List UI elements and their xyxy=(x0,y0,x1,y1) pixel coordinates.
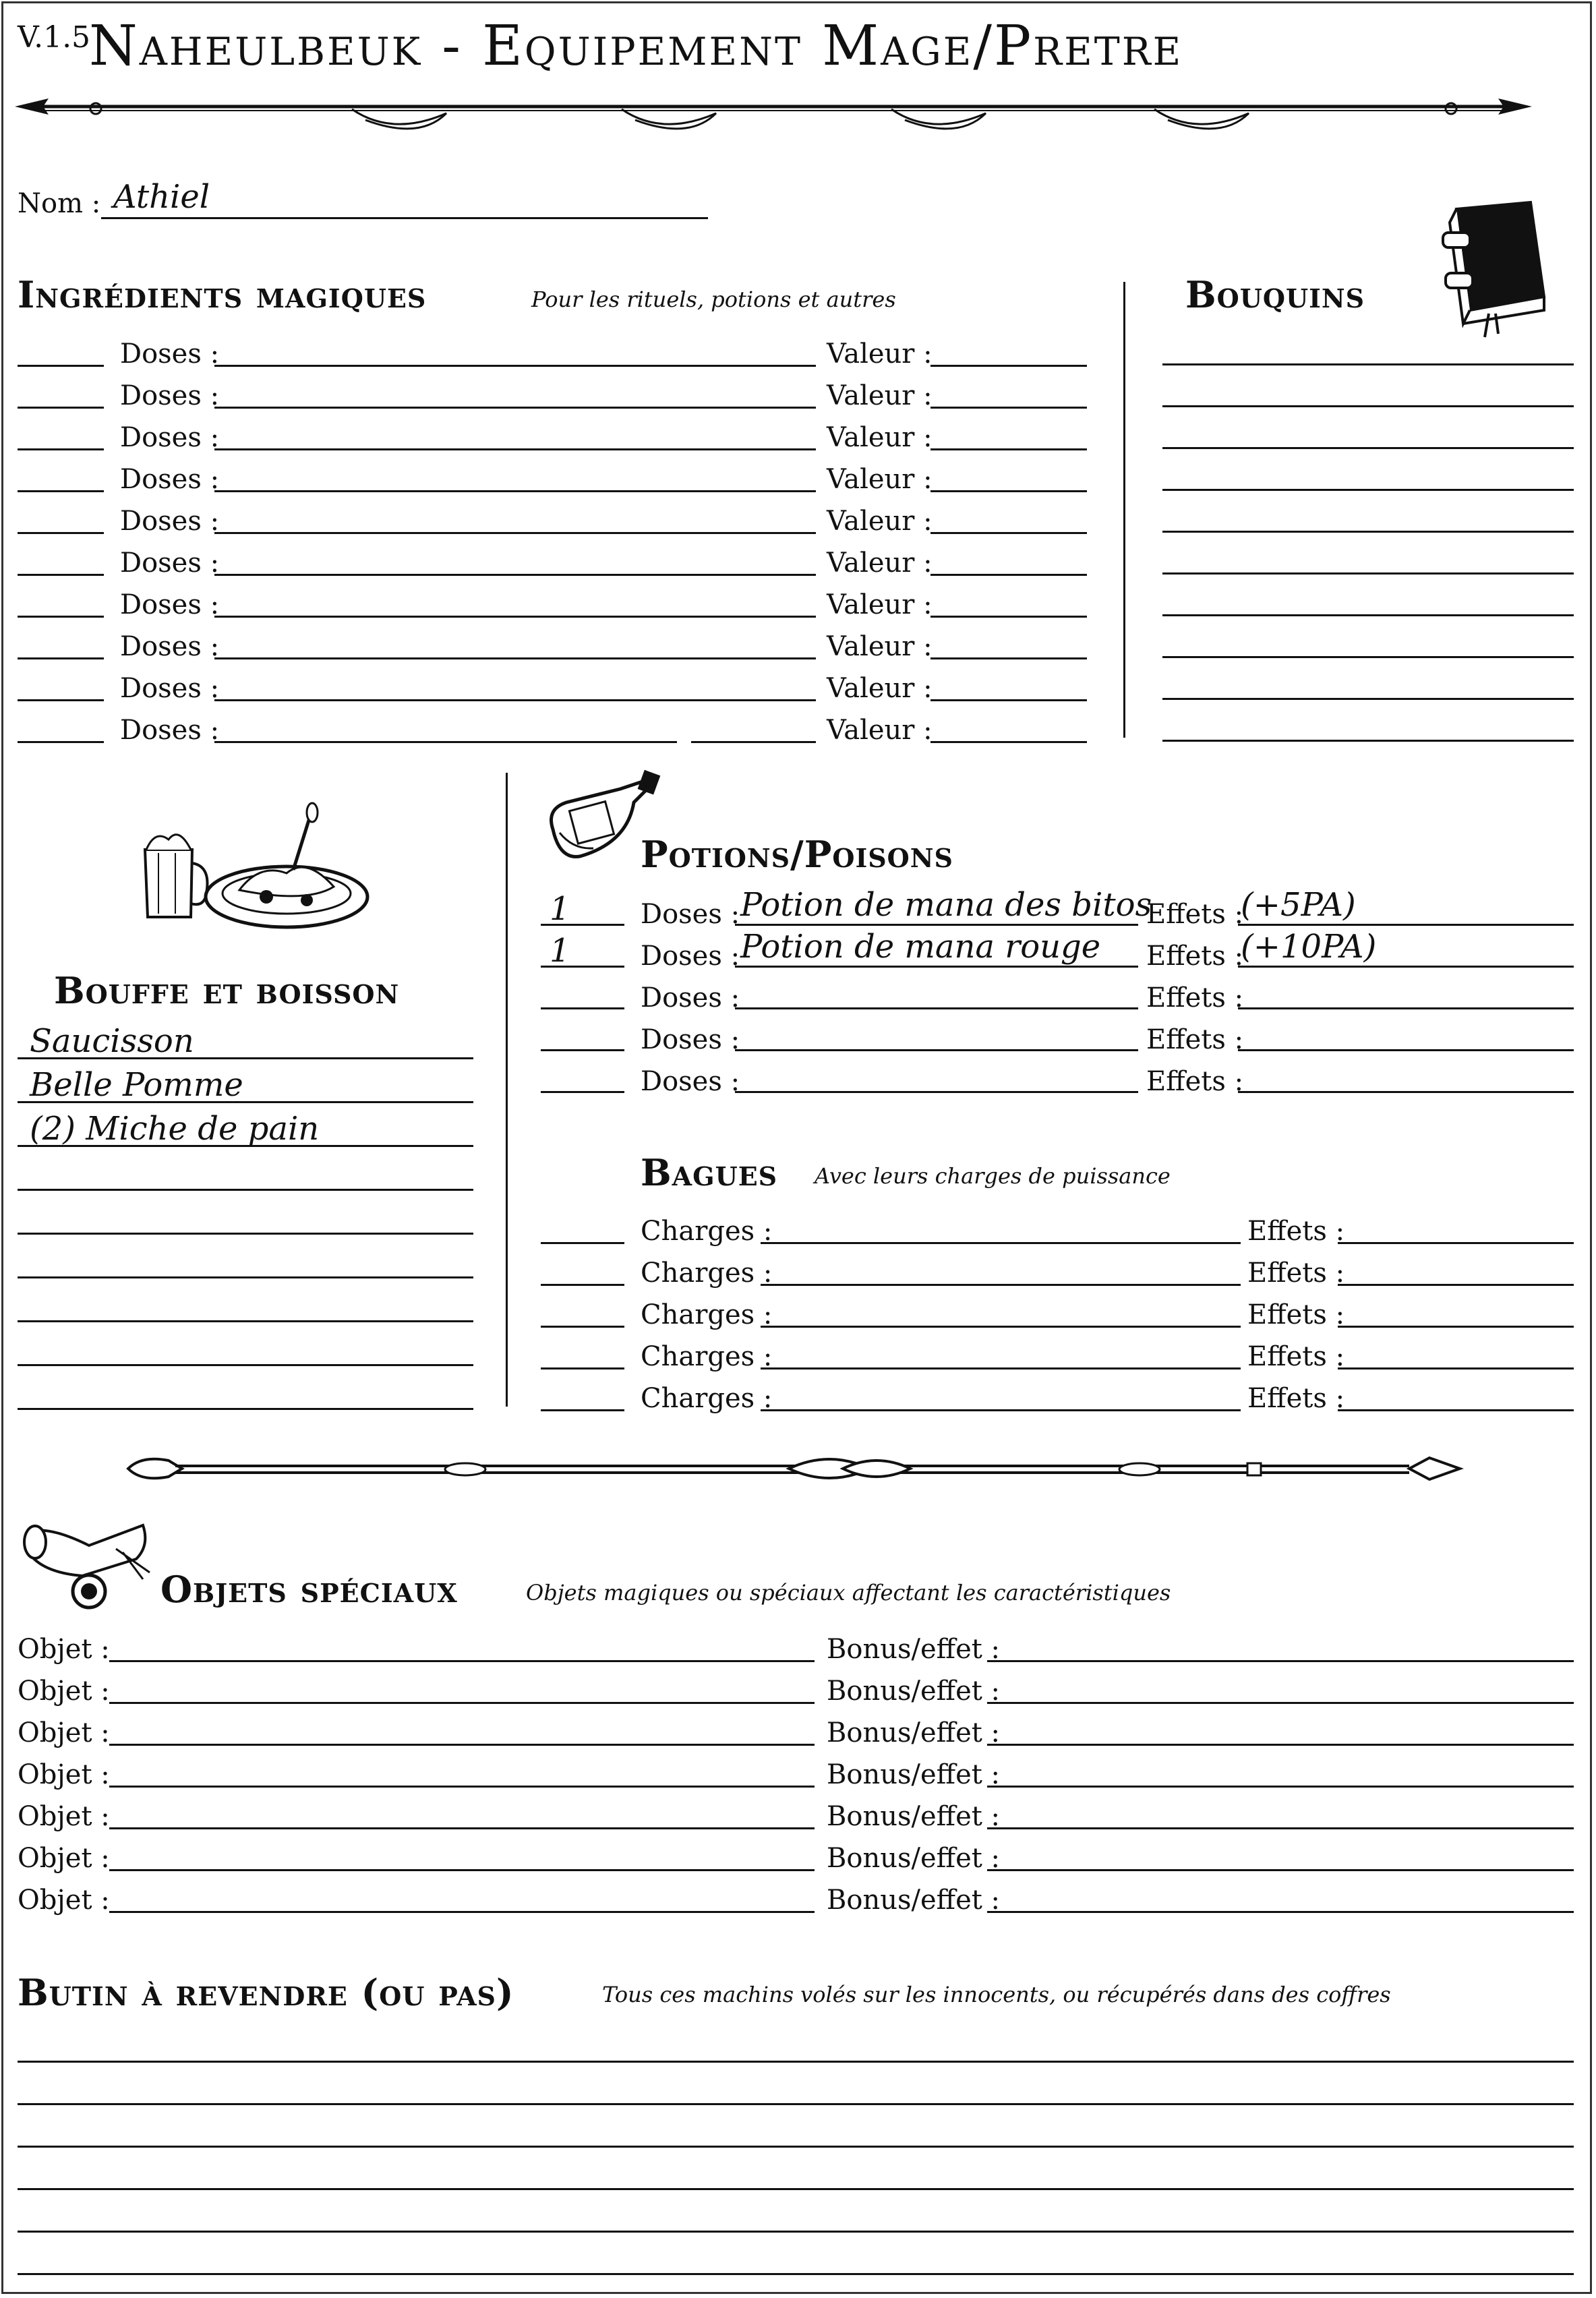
food-line[interactable] xyxy=(18,1145,473,1147)
ingredient-value-line[interactable] xyxy=(930,532,1087,534)
food-item[interactable]: (2) Miche de pain xyxy=(30,1110,320,1148)
special-subtitle: Objets magiques ou spéciaux affectant les caractéristiques xyxy=(526,1580,1171,1605)
version-label: V.1.5 xyxy=(18,20,91,55)
object-line[interactable] xyxy=(109,1660,815,1662)
bonus-label: Bonus/effet : xyxy=(827,1885,1001,1916)
book-line[interactable] xyxy=(1162,698,1574,700)
bonus-label: Bonus/effet : xyxy=(827,1634,1001,1665)
object-label: Objet : xyxy=(18,1843,110,1874)
ingredient-doses-label: Doses : xyxy=(120,422,220,453)
potion-qty-line[interactable] xyxy=(541,966,624,968)
potion-effects-label: Effets : xyxy=(1146,982,1244,1013)
potion-name-line[interactable] xyxy=(735,1091,1138,1093)
ingredient-value-line[interactable] xyxy=(930,657,1087,659)
ingredient-name-line[interactable] xyxy=(214,490,816,492)
object-line[interactable] xyxy=(109,1827,815,1829)
potion-effects-label: Effets : xyxy=(1146,941,1244,972)
ring-effect-line[interactable] xyxy=(1338,1326,1574,1328)
ingredient-doses-label: Doses : xyxy=(120,548,220,579)
ingredient-qty-line[interactable] xyxy=(18,741,104,743)
ring-effects-label: Effets : xyxy=(1247,1383,1345,1414)
ingredient-value-label: Valeur : xyxy=(827,464,933,495)
ingredients-title: Ingrédients magiques xyxy=(18,273,427,316)
ingredient-value-line[interactable] xyxy=(930,448,1087,450)
ingredient-value-line[interactable] xyxy=(930,365,1087,367)
book-line[interactable] xyxy=(1162,489,1574,491)
loot-line[interactable] xyxy=(18,2061,1574,2063)
ingredient-value-label: Valeur : xyxy=(827,338,933,370)
ingredient-doses-label: Doses : xyxy=(120,673,220,704)
books-title: Bouquins xyxy=(1185,273,1365,316)
ingredient-value-line[interactable] xyxy=(930,616,1087,618)
ingredient-name-line[interactable] xyxy=(214,616,816,618)
ring-effects-label: Effets : xyxy=(1247,1258,1345,1289)
potion-doses-label: Doses : xyxy=(641,982,740,1013)
potion-name[interactable]: Potion de mana des bitos xyxy=(740,886,1152,924)
ring-qty-line[interactable] xyxy=(541,1326,624,1328)
ingredient-name-line[interactable] xyxy=(214,407,816,409)
ring-effects-label: Effets : xyxy=(1247,1216,1345,1247)
potion-qty-line[interactable] xyxy=(541,924,624,926)
ingredient-value-label: Valeur : xyxy=(827,673,933,704)
ingredient-qty-line[interactable] xyxy=(18,574,104,576)
ring-effects-label: Effets : xyxy=(1247,1341,1345,1372)
loot-line[interactable] xyxy=(18,2146,1574,2148)
potion-effects-label: Effets : xyxy=(1146,1024,1244,1055)
loot-line[interactable] xyxy=(18,2188,1574,2190)
potions-title: Potions/Poisons xyxy=(641,833,953,876)
bonus-line[interactable] xyxy=(987,1660,1574,1662)
ingredient-qty-line[interactable] xyxy=(18,657,104,659)
ingredient-value-label: Valeur : xyxy=(827,631,933,662)
loot-title: Butin à revendre (ou pas) xyxy=(18,1971,514,2014)
ring-effect-line[interactable] xyxy=(1338,1242,1574,1244)
ingredient-name-line[interactable] xyxy=(214,532,816,534)
name-line xyxy=(101,217,708,219)
name-label: Nom : xyxy=(18,188,101,219)
ring-charges-line[interactable] xyxy=(761,1326,1241,1328)
ingredient-value-label: Valeur : xyxy=(827,715,933,746)
object-label: Objet : xyxy=(18,1801,110,1832)
potion-name-line[interactable] xyxy=(735,1049,1138,1051)
ingredient-qty-line[interactable] xyxy=(18,407,104,409)
potion-qty-line[interactable] xyxy=(541,1091,624,1093)
object-label: Objet : xyxy=(18,1717,110,1748)
ingredient-qty-line[interactable] xyxy=(18,490,104,492)
bonus-line[interactable] xyxy=(987,1702,1574,1704)
ring-charges-line[interactable] xyxy=(761,1409,1241,1411)
ingredient-doses-label: Doses : xyxy=(120,715,220,746)
scroll-ring-icon xyxy=(15,1512,163,1613)
potion-doses-label: Doses : xyxy=(641,1066,740,1097)
ingredient-value-label: Valeur : xyxy=(827,548,933,579)
loot-line[interactable] xyxy=(18,2103,1574,2105)
food-line[interactable] xyxy=(18,1189,473,1191)
book-icon xyxy=(1436,196,1551,337)
ingredient-doses-label: Doses : xyxy=(120,631,220,662)
page-border xyxy=(1,1,1592,2294)
loot-line[interactable] xyxy=(18,2273,1574,2275)
food-potions-divider xyxy=(506,773,508,1407)
ingredient-name-line[interactable] xyxy=(214,699,816,701)
potion-qty-line[interactable] xyxy=(541,1007,624,1009)
spear-divider-icon xyxy=(15,86,1532,140)
food-item[interactable]: Belle Pomme xyxy=(30,1066,243,1104)
potion-effect-line[interactable] xyxy=(1238,966,1574,968)
ring-charges-label: Charges : xyxy=(641,1299,773,1330)
food-line[interactable] xyxy=(18,1364,473,1366)
ring-qty-line[interactable] xyxy=(541,1284,624,1286)
potion-name-line[interactable] xyxy=(735,966,1138,968)
book-line[interactable] xyxy=(1162,531,1574,533)
bonus-label: Bonus/effet : xyxy=(827,1801,1001,1832)
ring-effect-line[interactable] xyxy=(1338,1409,1574,1411)
book-line[interactable] xyxy=(1162,656,1574,658)
ring-effect-line[interactable] xyxy=(1338,1367,1574,1369)
object-label: Objet : xyxy=(18,1885,110,1916)
special-title: Objets spéciaux xyxy=(160,1568,458,1611)
object-line[interactable] xyxy=(109,1744,815,1746)
ingredient-name-line[interactable] xyxy=(214,574,816,576)
object-line[interactable] xyxy=(109,1911,815,1913)
bonus-label: Bonus/effet : xyxy=(827,1717,1001,1748)
potion-effect[interactable]: (+10PA) xyxy=(1241,928,1377,966)
ring-qty-line[interactable] xyxy=(541,1409,624,1411)
ring-qty-line[interactable] xyxy=(541,1367,624,1369)
ring-charges-line[interactable] xyxy=(761,1242,1241,1244)
ingredient-doses-label: Doses : xyxy=(120,589,220,620)
ring-effect-line[interactable] xyxy=(1338,1284,1574,1286)
potion-doses-label: Doses : xyxy=(641,1024,740,1055)
food-line[interactable] xyxy=(18,1320,473,1322)
ingredient-doses-label: Doses : xyxy=(120,338,220,370)
object-line[interactable] xyxy=(109,1702,815,1704)
object-label: Objet : xyxy=(18,1759,110,1790)
potion-effect-line[interactable] xyxy=(1238,1007,1574,1009)
rings-subtitle: Avec leurs charges de puissance xyxy=(815,1163,1171,1189)
book-line[interactable] xyxy=(1162,447,1574,449)
bonus-line[interactable] xyxy=(987,1911,1574,1913)
page-title: Naheulbeuk - Equipement Mage/Pretre xyxy=(89,14,1183,78)
loot-line[interactable] xyxy=(18,2231,1574,2233)
ingredient-value-label: Valeur : xyxy=(827,506,933,537)
ingredients-books-divider xyxy=(1123,282,1125,738)
ingredient-qty-line[interactable] xyxy=(18,448,104,450)
book-line[interactable] xyxy=(1162,614,1574,616)
ingredient-doses-label: Doses : xyxy=(120,464,220,495)
ring-qty-line[interactable] xyxy=(541,1242,624,1244)
food-line[interactable] xyxy=(18,1408,473,1410)
bonus-label: Bonus/effet : xyxy=(827,1676,1001,1707)
ring-charges-label: Charges : xyxy=(641,1258,773,1289)
food-line[interactable] xyxy=(18,1101,473,1103)
ingredient-value-line[interactable] xyxy=(930,407,1087,409)
rings-title: Bagues xyxy=(641,1151,778,1194)
ingredient-name-line[interactable] xyxy=(214,741,677,743)
ingredient-value-label: Valeur : xyxy=(827,589,933,620)
food-line[interactable] xyxy=(18,1057,473,1059)
ingredient-qty-line[interactable] xyxy=(18,532,104,534)
ingredient-value-label: Valeur : xyxy=(827,422,933,453)
potion-qty: 1 xyxy=(550,932,570,970)
ring-charges-label: Charges : xyxy=(641,1341,773,1372)
ingredient-qty-line[interactable] xyxy=(18,365,104,367)
book-line[interactable] xyxy=(1162,740,1574,742)
potion-name-line[interactable] xyxy=(735,1007,1138,1009)
ring-charges-label: Charges : xyxy=(641,1383,773,1414)
food-line[interactable] xyxy=(18,1276,473,1278)
book-line[interactable] xyxy=(1162,405,1574,407)
bonus-line[interactable] xyxy=(987,1744,1574,1746)
bonus-label: Bonus/effet : xyxy=(827,1843,1001,1874)
book-line[interactable] xyxy=(1162,572,1574,574)
food-icon xyxy=(138,802,374,937)
potion-effect-line[interactable] xyxy=(1238,924,1574,926)
ring-effects-label: Effets : xyxy=(1247,1299,1345,1330)
potion-effects-label: Effets : xyxy=(1146,899,1244,930)
staff-divider-icon xyxy=(128,1450,1463,1490)
potion-doses-label: Doses : xyxy=(641,899,740,930)
ring-charges-label: Charges : xyxy=(641,1216,773,1247)
ring-charges-line[interactable] xyxy=(761,1284,1241,1286)
ingredient-name-line[interactable] xyxy=(214,365,816,367)
bonus-line[interactable] xyxy=(987,1786,1574,1788)
ingredient-name-line[interactable] xyxy=(214,657,816,659)
ingredient-value-line[interactable] xyxy=(930,490,1087,492)
potion-name[interactable]: Potion de mana rouge xyxy=(740,928,1101,966)
ingredient-qty-line[interactable] xyxy=(18,699,104,701)
ingredient-doses-label: Doses : xyxy=(120,506,220,537)
object-label: Objet : xyxy=(18,1676,110,1707)
potion-effect-line[interactable] xyxy=(1238,1049,1574,1051)
name-value[interactable]: Athiel xyxy=(113,178,210,216)
book-line[interactable] xyxy=(1162,363,1574,365)
food-title: Bouffe et boisson xyxy=(54,969,400,1012)
potion-qty-line[interactable] xyxy=(541,1049,624,1051)
ingredient-value-line[interactable] xyxy=(930,699,1087,701)
potion-doses-label: Doses : xyxy=(641,941,740,972)
ingredient-qty-line[interactable] xyxy=(18,616,104,618)
ingredient-value-line[interactable] xyxy=(930,574,1087,576)
bonus-line[interactable] xyxy=(987,1827,1574,1829)
bonus-line[interactable] xyxy=(987,1869,1574,1871)
object-line[interactable] xyxy=(109,1786,815,1788)
potion-effects-label: Effets : xyxy=(1146,1066,1244,1097)
object-line[interactable] xyxy=(109,1869,815,1871)
potion-effect[interactable]: (+5PA) xyxy=(1241,886,1356,924)
ingredient-doses-label: Doses : xyxy=(120,380,220,411)
potion-qty: 1 xyxy=(550,890,570,928)
ingredient-name-line[interactable] xyxy=(691,741,816,743)
ingredient-value-label: Valeur : xyxy=(827,380,933,411)
ingredient-value-line[interactable] xyxy=(930,741,1087,743)
food-line[interactable] xyxy=(18,1233,473,1235)
food-item[interactable]: Saucisson xyxy=(30,1022,194,1060)
object-label: Objet : xyxy=(18,1634,110,1665)
ingredient-name-line[interactable] xyxy=(214,448,816,450)
ring-charges-line[interactable] xyxy=(761,1367,1241,1369)
potion-name-line[interactable] xyxy=(735,924,1138,926)
potion-effect-line[interactable] xyxy=(1238,1091,1574,1093)
bonus-label: Bonus/effet : xyxy=(827,1759,1001,1790)
ingredients-subtitle: Pour les rituels, potions et autres xyxy=(531,287,896,312)
loot-subtitle: Tous ces machins volés sur les innocents, ou récupérés dans des coffres xyxy=(602,1982,1391,2007)
